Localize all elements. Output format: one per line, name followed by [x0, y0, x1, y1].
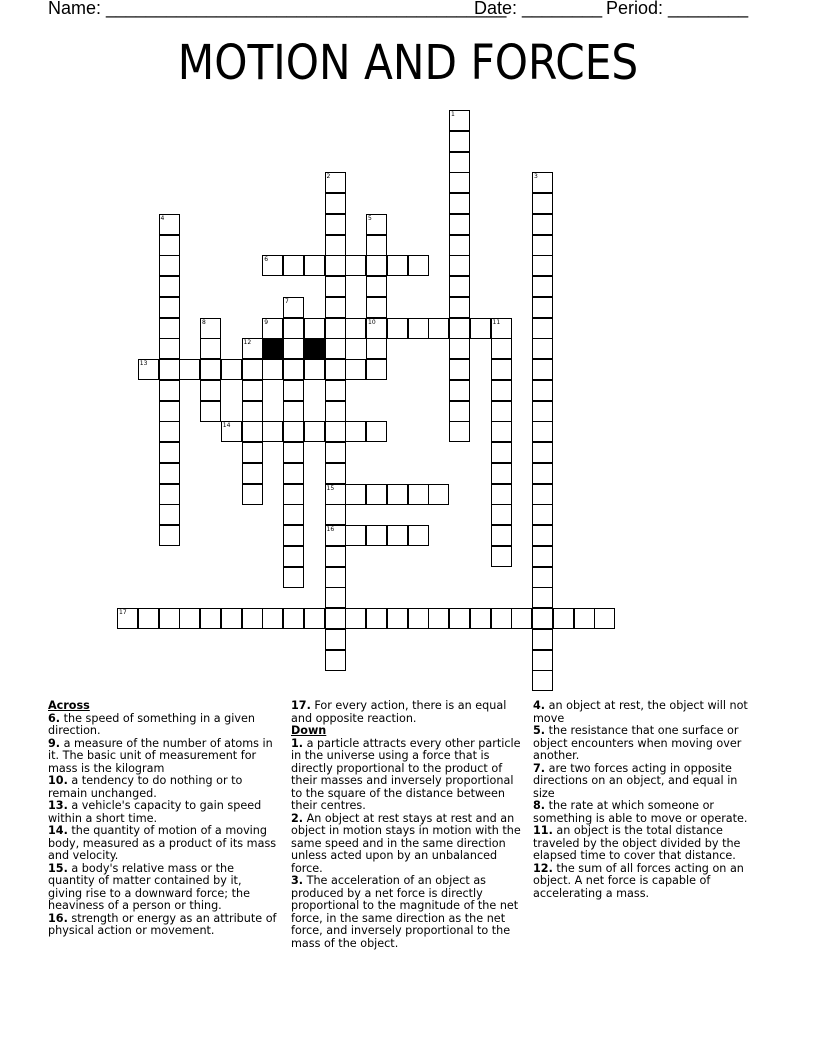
grid-cell[interactable]	[449, 276, 470, 297]
grid-cell[interactable]	[262, 421, 283, 442]
grid-cell[interactable]	[325, 546, 346, 567]
grid-cell[interactable]	[366, 525, 387, 546]
grid-cell[interactable]	[242, 484, 263, 505]
grid-cell[interactable]	[491, 546, 512, 567]
grid-cell[interactable]	[200, 338, 221, 359]
grid-cell[interactable]	[138, 608, 159, 629]
grid-cell[interactable]	[532, 650, 553, 671]
grid-cell[interactable]	[304, 608, 325, 629]
grid-cell[interactable]	[242, 338, 263, 359]
grid-cell[interactable]	[449, 131, 470, 152]
down-heading: Down	[291, 724, 327, 737]
grid-cell[interactable]	[283, 401, 304, 422]
grid-cell[interactable]	[387, 255, 408, 276]
clue-across-17: 17. For every action, there is an equal and opposite reaction.	[291, 699, 507, 725]
grid-cell[interactable]	[366, 318, 387, 339]
date-field[interactable]: Date: ________	[474, 0, 603, 18]
grid-cell[interactable]	[159, 421, 180, 442]
grid-cell[interactable]	[532, 359, 553, 380]
grid-cell[interactable]	[532, 546, 553, 567]
grid-cell[interactable]	[242, 359, 263, 380]
grid-cell[interactable]	[283, 463, 304, 484]
clue-column-3	[533, 700, 755, 900]
grid-cell[interactable]	[532, 193, 553, 214]
grid-cell[interactable]	[325, 587, 346, 608]
grid-cell[interactable]	[283, 525, 304, 546]
grid-cell[interactable]	[366, 338, 387, 359]
grid-cell[interactable]	[200, 380, 221, 401]
grid-cell[interactable]	[200, 359, 221, 380]
grid-cell[interactable]	[532, 214, 553, 235]
grid-cell[interactable]	[325, 401, 346, 422]
grid-cell[interactable]	[325, 525, 346, 546]
grid-cell[interactable]	[159, 255, 180, 276]
grid-cell[interactable]	[532, 401, 553, 422]
grid-cell[interactable]	[159, 525, 180, 546]
grid-cell[interactable]	[325, 484, 346, 505]
black-cell	[262, 338, 283, 359]
grid-cell[interactable]	[283, 421, 304, 442]
clue-across-9: 9. a measure of the number of atoms in it. The basic unit of measurement for mass is the kilogram	[48, 736, 273, 775]
grid-cell[interactable]	[325, 650, 346, 671]
grid-cell[interactable]	[325, 567, 346, 588]
clue-number: 4	[160, 214, 165, 222]
clue-number: 14	[222, 422, 231, 430]
grid-cell[interactable]	[283, 338, 304, 359]
grid-cell[interactable]	[449, 380, 470, 401]
grid-cell[interactable]	[345, 525, 366, 546]
grid-cell[interactable]	[159, 401, 180, 422]
grid-cell[interactable]	[325, 255, 346, 276]
clue-number: 3	[534, 173, 538, 181]
grid-cell[interactable]	[325, 235, 346, 256]
grid-cell[interactable]	[491, 359, 512, 380]
grid-cell[interactable]	[366, 297, 387, 318]
grid-cell[interactable]	[304, 318, 325, 339]
clue-number: 10	[368, 318, 376, 326]
grid-cell[interactable]	[345, 484, 366, 505]
grid-cell[interactable]	[387, 484, 408, 505]
grid-cell[interactable]	[366, 359, 387, 380]
grid-cell[interactable]	[221, 359, 242, 380]
grid-cell[interactable]	[387, 525, 408, 546]
grid-cell[interactable]	[491, 442, 512, 463]
clue-down-4: 4. an object at rest, the object will not move	[533, 699, 748, 725]
grid-cell[interactable]	[159, 484, 180, 505]
grid-cell[interactable]	[491, 380, 512, 401]
clue-number: 1	[451, 111, 455, 118]
grid-cell[interactable]	[345, 608, 366, 629]
grid-cell[interactable]	[283, 504, 304, 525]
grid-cell[interactable]	[159, 338, 180, 359]
black-cell	[304, 338, 325, 359]
clue-across-13: 13. a vehicle's capacity to gain speed within a short time.	[48, 799, 262, 825]
grid-cell[interactable]	[532, 442, 553, 463]
clue-across-6: 6. the speed of something in a given direction.	[48, 711, 255, 737]
grid-cell[interactable]	[532, 380, 553, 401]
grid-cell[interactable]	[449, 235, 470, 256]
grid-cell[interactable]	[159, 297, 180, 318]
grid-cell[interactable]	[138, 359, 159, 380]
grid-cell[interactable]	[242, 608, 263, 629]
grid-cell[interactable]	[325, 380, 346, 401]
clue-number: 5	[368, 214, 372, 222]
grid-cell[interactable]	[283, 359, 304, 380]
grid-cell[interactable]	[325, 504, 346, 525]
grid-cell[interactable]	[325, 359, 346, 380]
grid-cell[interactable]	[532, 338, 553, 359]
grid-cell[interactable]	[200, 608, 221, 629]
grid-cell[interactable]	[449, 359, 470, 380]
grid-cell[interactable]	[449, 318, 470, 339]
grid-cell[interactable]	[366, 421, 387, 442]
grid-cell[interactable]	[283, 255, 304, 276]
grid-cell[interactable]	[262, 359, 283, 380]
grid-cell[interactable]	[428, 318, 449, 339]
grid-cell[interactable]	[532, 255, 553, 276]
grid-cell[interactable]	[345, 255, 366, 276]
grid-cell[interactable]	[325, 318, 346, 339]
clue-across-10: 10. a tendency to do nothing or to remain unchanged.	[48, 774, 243, 800]
grid-cell[interactable]	[283, 442, 304, 463]
clue-down-11: 11. an object is the total distance traveled by the object divided by the elapsed time to cover that distance.	[533, 824, 741, 862]
grid-cell[interactable]	[159, 214, 180, 235]
grid-cell[interactable]	[283, 297, 304, 318]
grid-cell[interactable]	[179, 608, 200, 629]
grid-cell[interactable]	[159, 442, 180, 463]
grid-cell[interactable]	[325, 276, 346, 297]
grid-cell[interactable]	[449, 255, 470, 276]
grid-cell[interactable]	[491, 525, 512, 546]
grid-cell[interactable]	[532, 421, 553, 442]
grid-cell[interactable]	[491, 401, 512, 422]
grid-cell[interactable]	[594, 608, 615, 629]
grid-cell[interactable]	[325, 463, 346, 484]
grid-cell[interactable]	[449, 338, 470, 359]
grid-cell[interactable]	[532, 504, 553, 525]
grid-cell[interactable]	[449, 608, 470, 629]
grid-cell[interactable]	[532, 670, 553, 691]
clue-number: 13	[139, 360, 148, 367]
grid-cell[interactable]	[283, 567, 304, 588]
grid-cell[interactable]	[449, 214, 470, 235]
grid-cell[interactable]	[428, 608, 449, 629]
grid-cell[interactable]	[366, 255, 387, 276]
grid-cell[interactable]	[408, 525, 429, 546]
period-field[interactable]: Period: ________	[606, 0, 749, 18]
grid-cell[interactable]	[159, 608, 180, 629]
clue-column-2	[291, 700, 523, 950]
grid-cell[interactable]	[532, 484, 553, 505]
grid-cell[interactable]	[200, 318, 221, 339]
grid-cell[interactable]	[221, 421, 242, 442]
grid-cell[interactable]	[532, 297, 553, 318]
grid-cell[interactable]	[159, 463, 180, 484]
clue-number: 8	[202, 318, 206, 326]
grid-cell[interactable]	[159, 359, 180, 380]
grid-cell[interactable]	[179, 359, 200, 380]
grid-cell[interactable]	[470, 608, 491, 629]
grid-cell[interactable]	[449, 193, 470, 214]
grid-cell[interactable]	[532, 608, 553, 629]
clue-number: 7	[285, 297, 289, 305]
grid-cell[interactable]	[532, 318, 553, 339]
grid-cell[interactable]	[325, 193, 346, 214]
grid-cell[interactable]	[242, 421, 263, 442]
grid-cell[interactable]	[242, 401, 263, 422]
grid-cell[interactable]	[532, 276, 553, 297]
grid-cell[interactable]	[408, 484, 429, 505]
grid-cell[interactable]	[366, 484, 387, 505]
grid-cell[interactable]	[491, 338, 512, 359]
grid-cell[interactable]	[283, 380, 304, 401]
grid-cell[interactable]	[532, 629, 553, 650]
grid-cell[interactable]	[408, 255, 429, 276]
grid-cell[interactable]	[242, 463, 263, 484]
grid-cell[interactable]	[470, 318, 491, 339]
grid-cell[interactable]	[304, 421, 325, 442]
clue-down-2: 2. An object at rest stays at rest and an object in motion stays in motion with the same speed and in the same direction unless acted upon by an unbalanced force.	[291, 811, 521, 875]
grid-cell[interactable]	[449, 152, 470, 173]
grid-cell[interactable]	[491, 608, 512, 629]
grid-cell[interactable]	[325, 608, 346, 629]
grid-cell[interactable]	[532, 463, 553, 484]
grid-cell[interactable]	[325, 172, 346, 193]
grid-cell[interactable]	[449, 297, 470, 318]
grid-cell[interactable]	[325, 297, 346, 318]
clue-across-15: 15. a body's relative mass or the quantity of matter contained by it, giving rise to a downward force; the heaviness of a person or thing.	[48, 861, 250, 912]
clue-number: 2	[326, 173, 331, 181]
clue-number: 6	[264, 256, 269, 264]
grid-cell[interactable]	[366, 608, 387, 629]
grid-cell[interactable]	[325, 442, 346, 463]
clue-column-1	[48, 700, 278, 938]
grid-cell[interactable]	[387, 608, 408, 629]
grid-cell[interactable]	[117, 608, 138, 629]
grid-cell[interactable]	[345, 421, 366, 442]
grid-cell[interactable]	[366, 276, 387, 297]
clue-down-7: 7. are two forces acting in opposite directions on an object, and equal in size	[533, 761, 738, 800]
grid-cell[interactable]	[283, 484, 304, 505]
grid-cell[interactable]	[242, 380, 263, 401]
grid-cell[interactable]	[242, 442, 263, 463]
grid-cell[interactable]	[262, 318, 283, 339]
grid-cell[interactable]	[200, 401, 221, 422]
clue-down-3: 3. The acceleration of an object as produced by a net force is directly proportional to the magnitude of the net force, in the same direction as the net force, and inversely proportional to the mass of the object.	[291, 874, 519, 950]
grid-cell[interactable]	[325, 214, 346, 235]
grid-cell[interactable]	[491, 463, 512, 484]
grid-cell[interactable]	[345, 359, 366, 380]
grid-cell[interactable]	[387, 318, 408, 339]
grid-cell[interactable]	[262, 608, 283, 629]
grid-cell[interactable]	[574, 608, 595, 629]
grid-cell[interactable]	[532, 235, 553, 256]
clue-down-8: 8. the rate at which someone or something is able to move or operate.	[533, 799, 748, 825]
grid-cell[interactable]	[159, 504, 180, 525]
clue-across-16: 16. strength or energy as an attribute of physical action or movement.	[48, 911, 277, 937]
grid-cell[interactable]	[532, 567, 553, 588]
grid-cell[interactable]	[262, 255, 283, 276]
clue-number: 11	[492, 318, 501, 326]
name-field[interactable]: Name: ________________________________________	[48, 0, 507, 18]
grid-cell[interactable]	[428, 484, 449, 505]
clue-number: 15	[326, 484, 335, 492]
grid-cell[interactable]	[159, 276, 180, 297]
clue-down-12: 12. the sum of all forces acting on an object. A net force is capable of accelerating a mass.	[533, 861, 744, 900]
grid-cell[interactable]	[366, 235, 387, 256]
grid-cell[interactable]	[345, 318, 366, 339]
grid-cell[interactable]	[408, 608, 429, 629]
page-title: MOTION AND FORCES	[177, 35, 639, 91]
clue-across-14: 14. the quantity of motion of a moving body, measured as a product of its mass and velocity.	[48, 824, 277, 862]
grid-cell[interactable]	[325, 629, 346, 650]
clue-down-1: 1. a particle attracts every other particle in the universe using a force that is directly proportional to the product of their masses and inversely proportional to the square of the distance between their centres.	[291, 736, 521, 812]
clue-number: 17	[119, 609, 127, 616]
grid-cell[interactable]	[159, 380, 180, 401]
grid-cell[interactable]	[532, 172, 553, 193]
grid-cell[interactable]	[325, 421, 346, 442]
grid-cell[interactable]	[491, 421, 512, 442]
grid-cell[interactable]	[491, 318, 512, 339]
grid-cell[interactable]	[304, 255, 325, 276]
grid-cell[interactable]	[408, 318, 429, 339]
grid-cell[interactable]	[511, 608, 532, 629]
grid-cell[interactable]	[553, 608, 574, 629]
grid-cell[interactable]	[283, 546, 304, 567]
grid-cell[interactable]	[159, 235, 180, 256]
across-heading: Across	[48, 699, 90, 712]
grid-cell[interactable]	[159, 318, 180, 339]
grid-cell[interactable]	[366, 214, 387, 235]
clue-number: 16	[326, 526, 335, 533]
grid-cell[interactable]	[532, 587, 553, 608]
grid-cell[interactable]	[449, 110, 470, 131]
grid-cell[interactable]	[491, 504, 512, 525]
grid-cell[interactable]	[491, 484, 512, 505]
grid-cell[interactable]	[283, 318, 304, 339]
grid-cell[interactable]	[449, 172, 470, 193]
grid-cell[interactable]	[221, 608, 242, 629]
clue-number: 9	[264, 318, 269, 326]
clue-down-5: 5. the resistance that one surface or object encounters when moving over another.	[533, 724, 742, 762]
grid-cell[interactable]	[449, 421, 470, 442]
grid-cell[interactable]	[449, 401, 470, 422]
clue-number: 12	[243, 339, 252, 347]
grid-cell[interactable]	[532, 525, 553, 546]
grid-cell[interactable]	[325, 338, 346, 359]
grid-cell[interactable]	[283, 608, 304, 629]
grid-cell[interactable]	[304, 359, 325, 380]
